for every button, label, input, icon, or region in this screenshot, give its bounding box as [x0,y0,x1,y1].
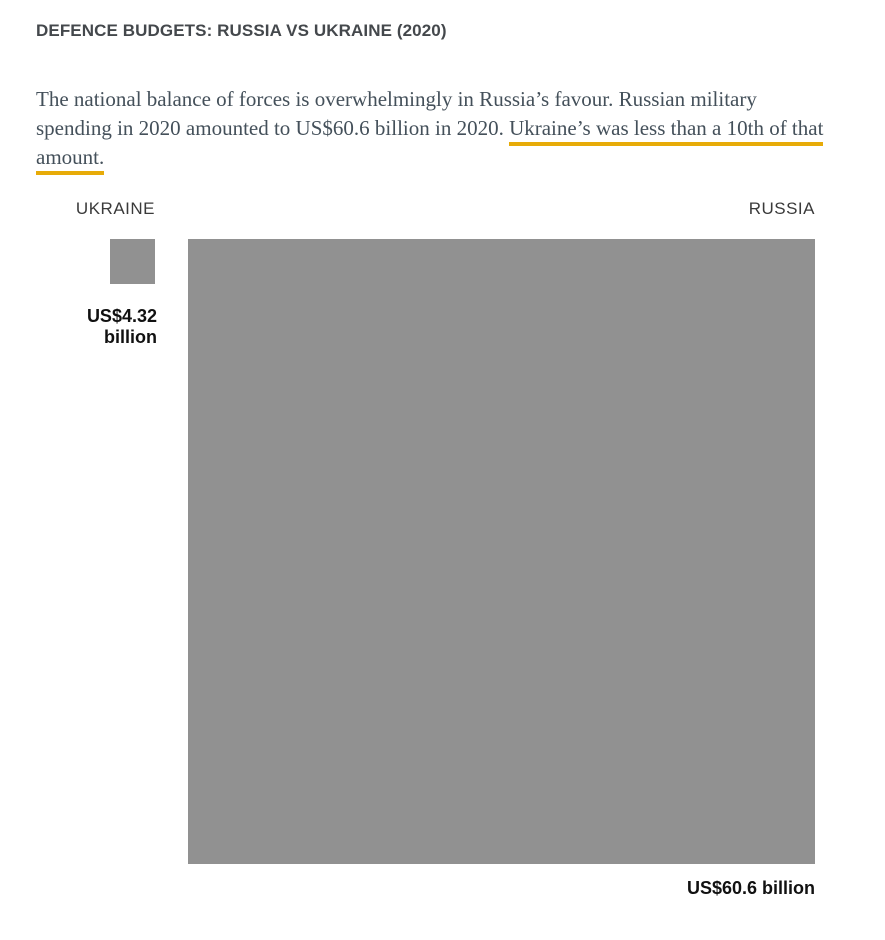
ukraine-budget-square [110,239,155,284]
article-page [0,20,885,900]
underlined-link-text[interactable]: Ukraine’s was less than a 10th of that amount. [36,116,823,175]
defence-budget-square-chart [0,190,885,900]
russia-value-label: US$60.6 billion [686,878,815,898]
ukraine-value-label: US$4.32 billion [86,306,157,347]
section-heading: DEFENCE BUDGETS: RUSSIA VS UKRAINE (2020) [36,21,447,40]
russia-budget-square [188,239,815,864]
body-paragraph [36,85,836,172]
ukraine-category-label: UKRAINE [75,199,155,218]
paragraph-lead-text: The national balance of forces is overwhelmingly in Russia’s favour. Russian military spending in 2020 amounted to US$60.6 billion in 2020. [36,87,757,140]
russia-category-label: RUSSIA [748,199,815,218]
